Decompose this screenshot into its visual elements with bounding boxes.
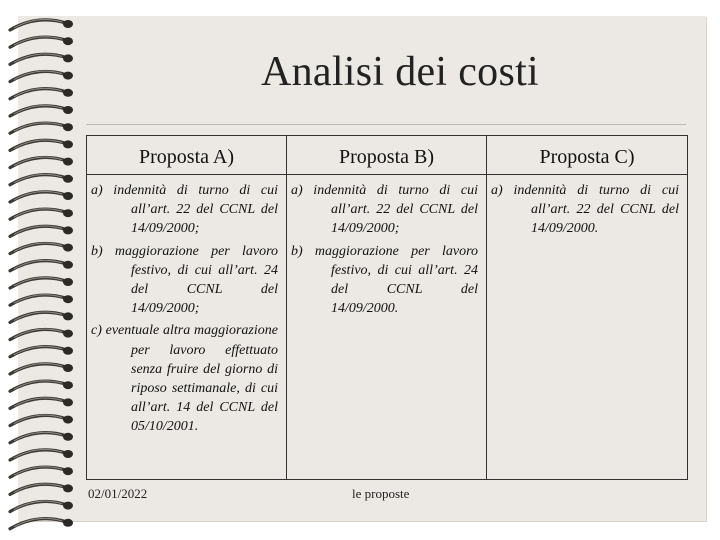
spiral-ring bbox=[10, 106, 73, 116]
spiral-ring bbox=[10, 398, 73, 408]
list-item bbox=[91, 321, 278, 436]
footer-label: le proposte bbox=[352, 486, 410, 501]
spiral-binding bbox=[0, 0, 80, 540]
spiral-ring bbox=[10, 192, 73, 202]
spiral-ring bbox=[10, 432, 73, 442]
column-body bbox=[287, 175, 486, 318]
proposals-table bbox=[86, 135, 688, 480]
column-proposta-b bbox=[287, 136, 487, 479]
spiral-ring bbox=[10, 329, 73, 339]
list-item bbox=[291, 181, 478, 239]
spiral-ring bbox=[10, 501, 73, 511]
list-item bbox=[91, 181, 278, 239]
spiral-binding-graphic bbox=[0, 0, 80, 540]
column-header: Proposta B) bbox=[287, 136, 486, 175]
column-body bbox=[487, 175, 687, 239]
spiral-ring bbox=[10, 295, 73, 305]
spiral-ring bbox=[10, 157, 73, 167]
spiral-ring bbox=[10, 123, 73, 133]
slide-title: Analisi dei costi bbox=[260, 49, 540, 95]
footer-date: 02/01/2022 bbox=[88, 486, 148, 501]
spiral-ring bbox=[10, 467, 73, 477]
spiral-ring bbox=[10, 312, 73, 322]
list-item bbox=[91, 242, 278, 319]
spiral-ring bbox=[10, 71, 73, 81]
spiral-ring bbox=[10, 140, 73, 150]
spiral-ring bbox=[10, 381, 73, 391]
list-item-text: c) eventuale altra maggiorazione per lavoro effettuato senza fruire del giorno di riposo settimanale, di cui all’art. 14 del CCNL del 05/10/2001. bbox=[91, 323, 278, 435]
column-header: Proposta C) bbox=[487, 136, 687, 175]
spiral-ring bbox=[10, 88, 73, 98]
list-item bbox=[491, 181, 679, 239]
spiral-ring bbox=[10, 278, 73, 288]
list-item bbox=[291, 242, 478, 319]
list-item-text: b) maggiorazione per lavoro festivo, di cui all’art. 24 del CCNL del 14/09/2000. bbox=[291, 243, 478, 317]
list-item-text: a) indennità di turno di cui all’art. 22 del CCNL del 14/09/2000; bbox=[291, 183, 478, 237]
list-item-text: a) indennità di turno di cui all’art. 22 del CCNL del 14/09/2000; bbox=[91, 183, 278, 237]
column-proposta-a bbox=[87, 136, 287, 479]
column-header: Proposta A) bbox=[87, 136, 286, 175]
column-body bbox=[87, 175, 286, 437]
list-item-text: b) maggiorazione per lavoro festivo, di cui all’art. 24 del CCNL del 14/09/2000; bbox=[91, 243, 278, 317]
spiral-ring bbox=[10, 518, 73, 528]
spiral-ring bbox=[10, 364, 73, 374]
spiral-ring bbox=[10, 226, 73, 236]
list-item-text: a) indennità di turno di cui all’art. 22 del CCNL del 14/09/2000. bbox=[491, 183, 679, 237]
spiral-ring bbox=[10, 415, 73, 425]
spiral-ring bbox=[10, 174, 73, 184]
spiral-ring bbox=[10, 37, 73, 47]
title-divider bbox=[86, 124, 686, 125]
spiral-ring bbox=[10, 484, 73, 494]
spiral-ring bbox=[10, 54, 73, 64]
spiral-ring bbox=[10, 243, 73, 253]
spiral-ring bbox=[10, 209, 73, 219]
spiral-ring bbox=[10, 346, 73, 356]
spiral-ring bbox=[10, 450, 73, 460]
spiral-ring bbox=[10, 260, 73, 270]
column-proposta-c bbox=[487, 136, 687, 479]
spiral-ring bbox=[10, 20, 73, 30]
